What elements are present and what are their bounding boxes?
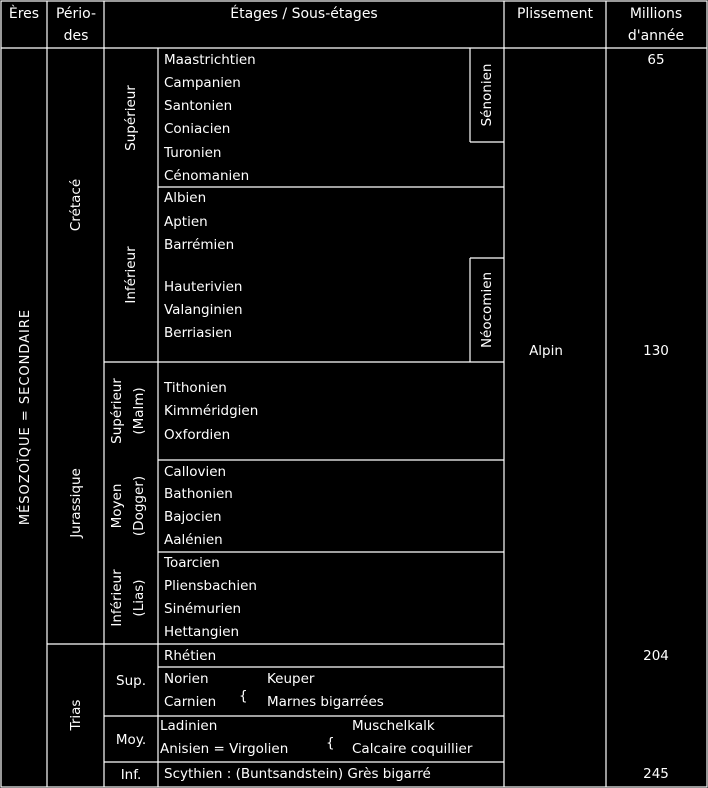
epoch-trias-inf: Inf.	[120, 767, 142, 783]
stage-barremien: Barrémien	[164, 237, 235, 253]
facies-calcaire-coquillier: Calcaire coquillier	[352, 741, 473, 757]
stage-callovien: Callovien	[164, 464, 227, 480]
epoch-jur-inf-1: Inférieur	[109, 569, 125, 627]
stage-coniacien: Coniacien	[164, 121, 231, 137]
stage-rhetien: Rhétien	[164, 648, 217, 664]
plissement-alpin: Alpin	[529, 343, 563, 359]
stage-turonien: Turonien	[164, 145, 222, 161]
epoch-jur-moy-2: (Dogger)	[131, 475, 147, 537]
stage-hauterivien: Hauterivien	[164, 279, 243, 295]
stage-sinemurien: Sinémurien	[164, 601, 242, 617]
era-label: MÉSOZOÏQUE = SECONDAIRE	[18, 308, 33, 526]
header-millions-2: d'année	[627, 28, 685, 44]
million-65: 65	[647, 52, 665, 68]
stage-santonien: Santonien	[164, 98, 233, 114]
facies-keuper: Keuper	[267, 671, 315, 687]
header-eres: Ères	[8, 6, 40, 22]
stage-tithonien: Tithonien	[164, 380, 227, 396]
header-millions-1: Millions	[629, 6, 683, 22]
epoch-jur-sup-1: Supérieur	[109, 378, 125, 444]
facies-marnes-bigarrees: Marnes bigarrées	[267, 694, 384, 710]
stage-cenomanien: Cénomanien	[164, 168, 250, 184]
stage-pliensbachien: Pliensbachien	[164, 578, 257, 594]
facies-muschelkalk: Muschelkalk	[352, 718, 435, 734]
epoch-trias-moy: Moy.	[115, 732, 147, 748]
stage-campanien: Campanien	[164, 75, 241, 91]
stage-bathonien: Bathonien	[164, 486, 233, 502]
stage-berriasien: Berriasien	[164, 325, 233, 341]
stage-oxfordien: Oxfordien	[164, 427, 231, 443]
brace-trias-moy: {	[326, 735, 335, 751]
stage-valanginien: Valanginien	[164, 302, 243, 318]
header-periodes-1: Pério-	[55, 6, 97, 22]
stage-albien: Albien	[164, 190, 207, 206]
stage-kimmeridgien: Kimméridgien	[164, 403, 259, 419]
subgroup-senonien: Sénonien	[479, 63, 495, 127]
epoch-jur-inf-2: (Lias)	[131, 579, 147, 617]
epoch-trias-sup: Sup.	[116, 673, 146, 689]
stage-aalenien: Aalénien	[164, 532, 223, 548]
epoch-jur-sup-2: (Malm)	[131, 387, 147, 435]
million-130: 130	[643, 343, 669, 359]
stage-norien: Norien	[164, 671, 209, 687]
stage-anisien: Anisien = Virgolien	[160, 741, 289, 757]
period-cretace: Crétacé	[68, 178, 84, 232]
period-trias: Trias	[68, 699, 84, 731]
million-245: 245	[643, 766, 669, 782]
brace-trias-sup: {	[239, 688, 248, 704]
subgroup-neocomien: Néocomien	[479, 271, 495, 349]
stage-toarcien: Toarcien	[164, 555, 220, 571]
stage-bajocien: Bajocien	[164, 509, 222, 525]
stage-hettangien: Hettangien	[164, 624, 240, 640]
epoch-jur-moy-1: Moyen	[109, 483, 125, 529]
header-plissement: Plissement	[516, 6, 594, 22]
header-periodes-2: des	[63, 28, 89, 44]
stage-scythien: Scythien : (Buntsandstein) Grès bigarré	[164, 766, 431, 782]
epoch-cret-inf: Inférieur	[123, 246, 139, 304]
stage-ladinien: Ladinien	[160, 718, 218, 734]
header-etages: Étages / Sous-étages	[230, 6, 378, 22]
stage-maastrichtien: Maastrichtien	[164, 52, 256, 68]
period-jurassique: Jurassique	[68, 468, 84, 538]
epoch-cret-sup: Supérieur	[123, 85, 139, 151]
million-204: 204	[643, 648, 669, 664]
stage-carnien: Carnien	[164, 694, 217, 710]
stage-aptien: Aptien	[164, 214, 208, 230]
